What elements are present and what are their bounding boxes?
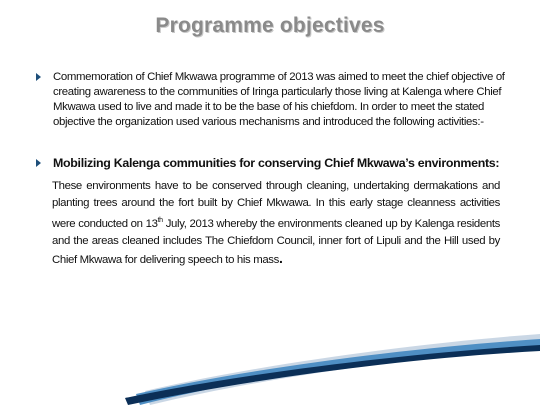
paragraph-end-period: . xyxy=(279,249,283,266)
bullet-heading: Mobilizing Kalenga communities for conserving Chief Mkwawa’s environments: xyxy=(53,156,500,170)
paragraph-text: These environments have to be conserved through cleaning, undertaking dermakations and planting trees around the fort built by Chief Mkwawa. In this early stage cleanness activities were conducted on 13 xyxy=(52,180,500,230)
paragraph-text-continued: July, 2013 whereby the environments cleaned up by Kalenga residents and the areas cleaned includes The Chiefdom Council, inner fort of Lipuli and the Hill used by Chief Mkwawa for delivering speech to his mass xyxy=(52,217,500,266)
ordinal-superscript: th xyxy=(157,217,163,224)
bullet-text: Commemoration of Chief Mkwawa programme of 2013 was aimed to meet the chief objective of creating awareness to the communities of Iringa particularly those living at Kalenga where Chief Mkwawa used to live and made it to be the base of his chiefdom. In order to meet the stated objective the organization used various mechanisms and introduced the following activities:- xyxy=(53,71,505,128)
slide-title: Programme objectives xyxy=(155,14,385,37)
swoosh-light xyxy=(136,339,540,405)
